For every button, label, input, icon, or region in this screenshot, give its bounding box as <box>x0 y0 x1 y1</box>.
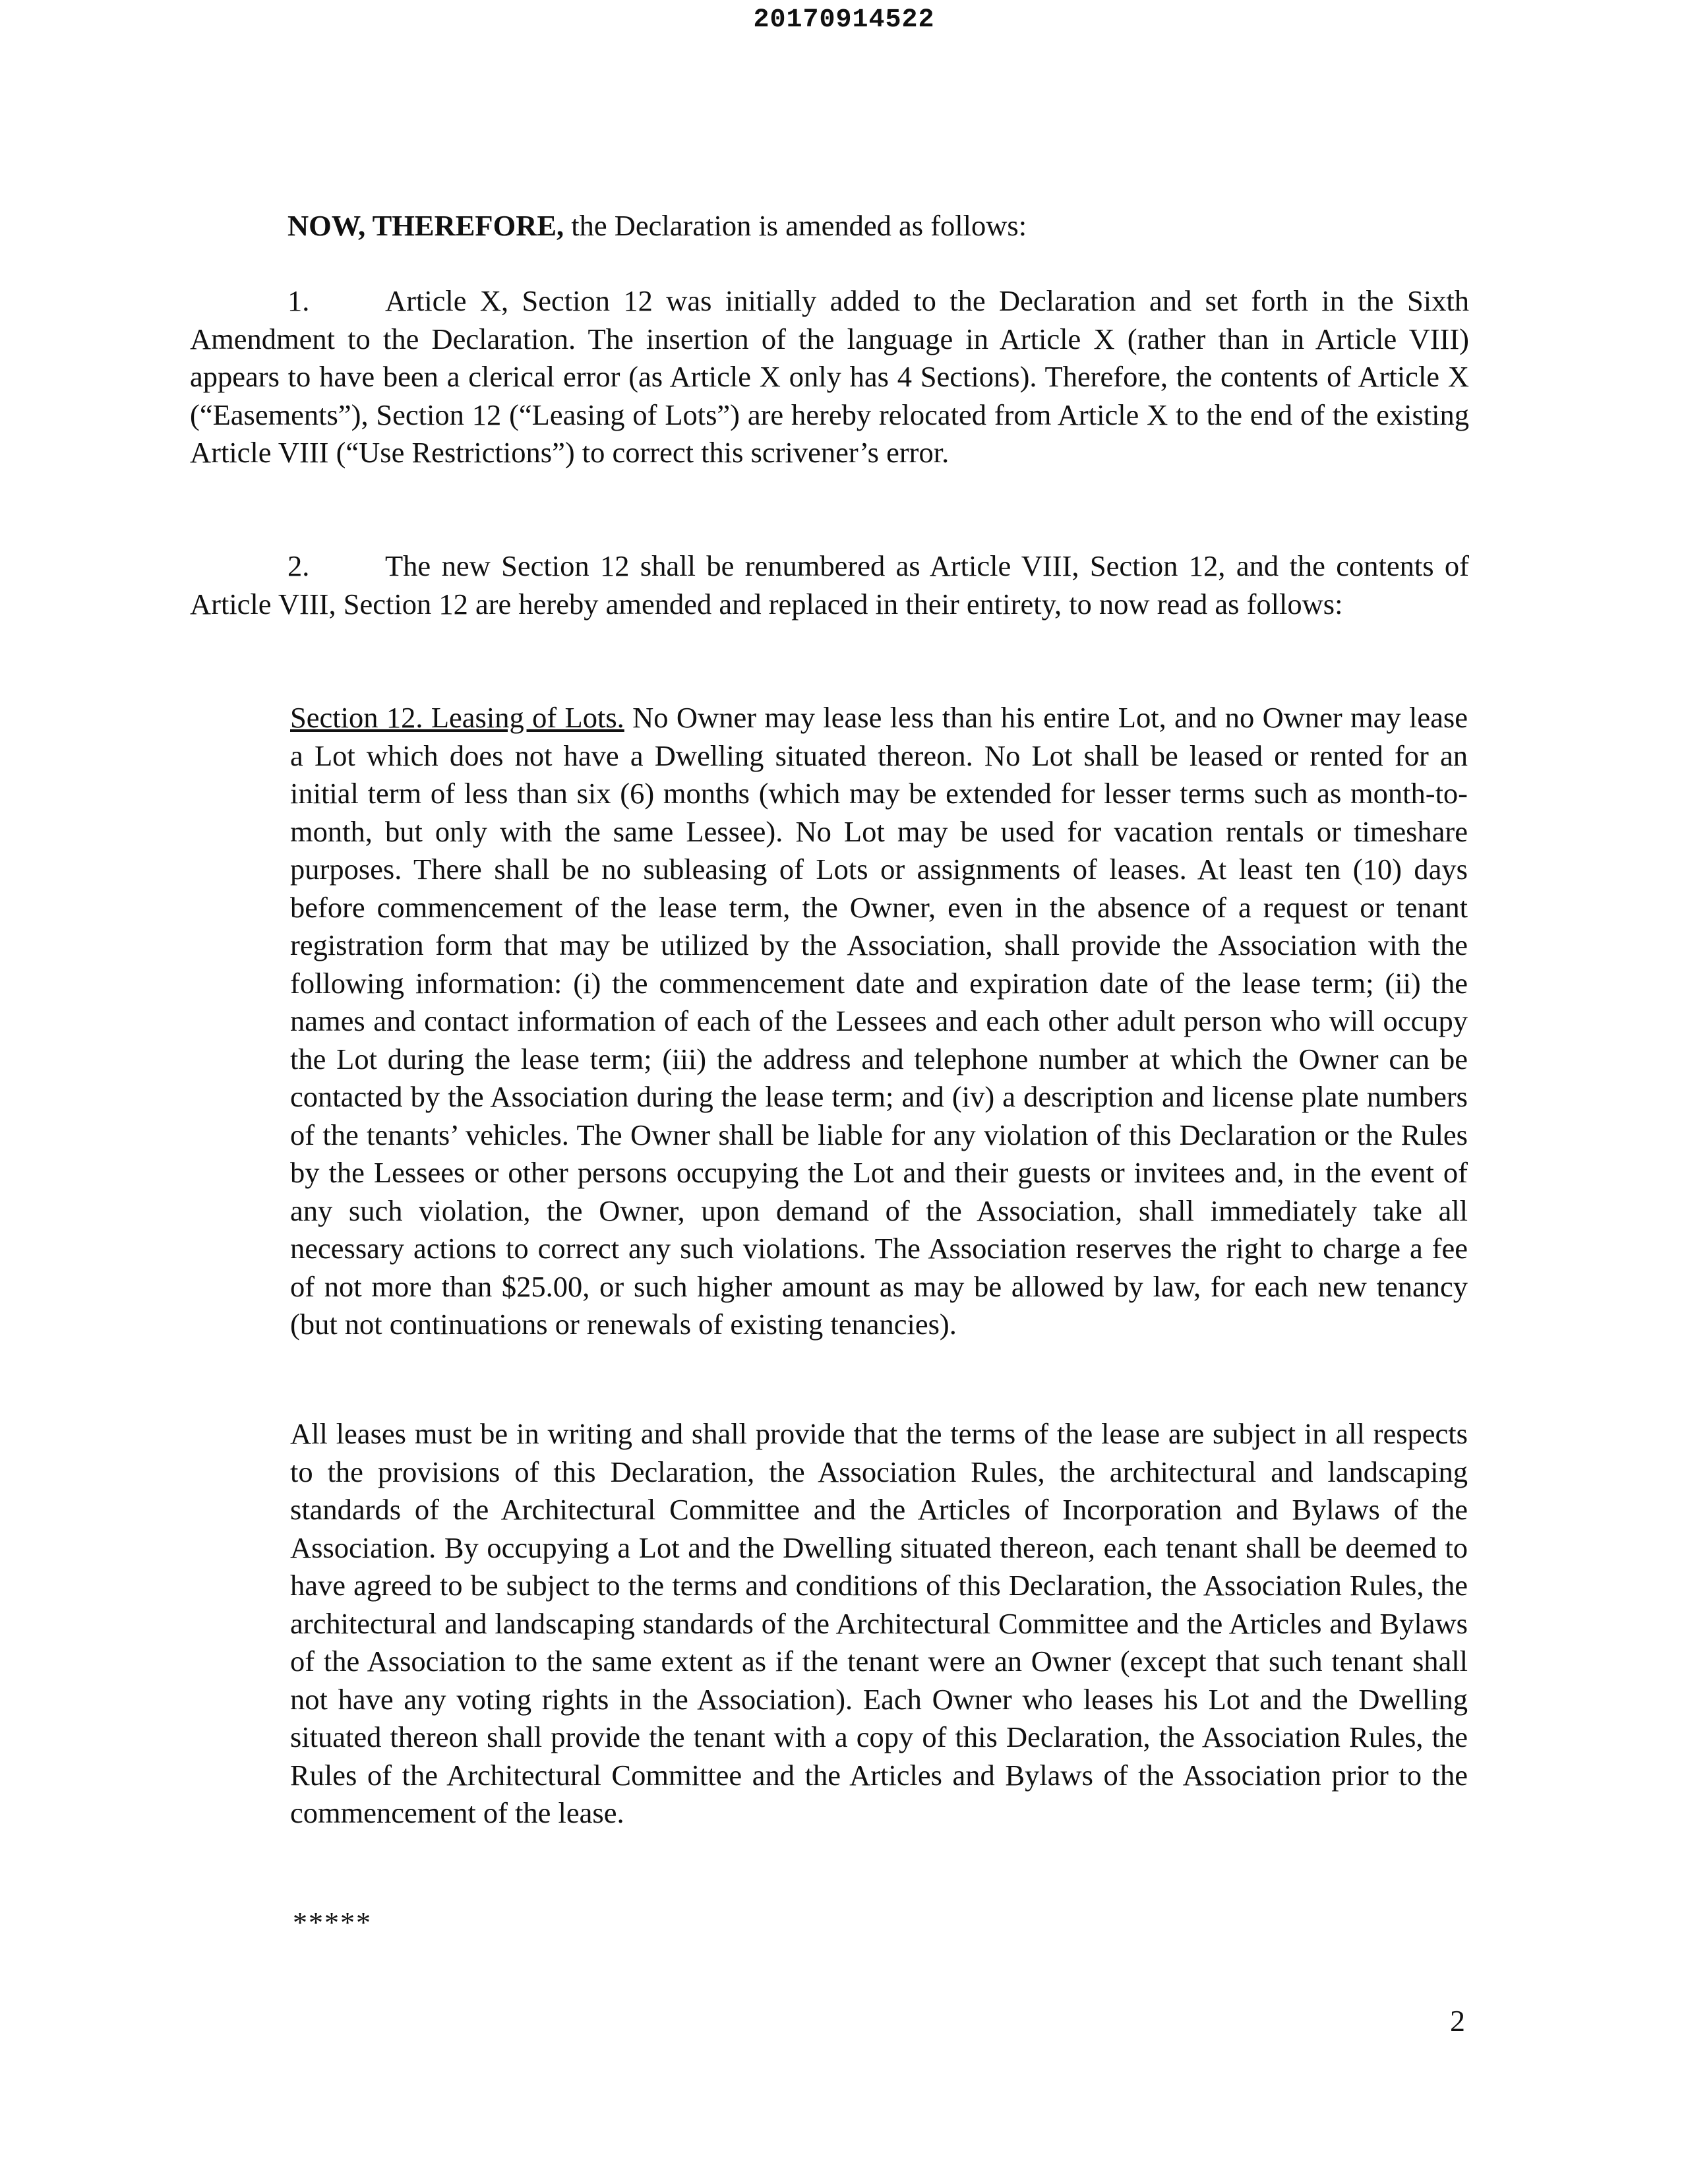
intro-bold-lead: NOW, THEREFORE, <box>287 209 564 242</box>
section-12-paragraph-1 <box>290 699 1468 1344</box>
item-2-text: The new Section 12 shall be renumbered as Article VIII, Section 12, and the contents of Article VIII, Section 12 are hereby amended and replaced in their entirety, to now read as follows: <box>190 549 1469 621</box>
intro-paragraph <box>190 207 1469 245</box>
section-12-heading: Section 12. Leasing of Lots. <box>290 701 624 734</box>
section-12-text-1: No Owner may lease less than his entire Lot, and no Owner may lease a Lot which does not have a Dwelling situated thereon. No Lot shall be leased or rented for an initial term of less than six (6) months (which may be extended for lesser terms such as month-to-month, but only with the same Lessee). No Lot may be used for vacation rentals or timeshare purposes. There shall be no subleasing of Lots or assignments of leases. At least ten (10) days before commencement of the lease term, the Owner, even in the absence of a request or tenant registration form that may be utilized by the Association, shall provide the Association with the following information: (i) the commencement date and expiration date of the lease term; (ii) the names and contact information of each of the Lessees and each other adult person who will occupy the Lot during the lease term; (iii) the address and telephone number at which the Owner can be contacted by the Association during the lease term; and (iv) a description and license plate numbers of the tenants’ vehicles. The Owner shall be liable for any violation of this Declaration or the Rules by the Lessees or other persons occupying the Lot and their guests or invitees and, in the event of any such violation, the Owner, upon demand of the Association, shall immediately take all necessary actions to correct any such violations. The Association reserves the right to charge a fee of not more than $25.00, or such higher amount as may be allowed by law, for each new tenancy (but not continuations or renewals of existing tenancies). <box>290 701 1468 1341</box>
item-2-paragraph <box>190 547 1469 623</box>
document-number: 20170914522 <box>753 5 935 35</box>
item-2-number: 2. <box>287 549 310 582</box>
intro-text: the Declaration is amended as follows: <box>564 209 1027 242</box>
item-1-paragraph <box>190 282 1469 472</box>
separator-stars: ***** <box>293 1906 372 1939</box>
item-1-text: Article X, Section 12 was initially added to the Declaration and set forth in the Sixth Amendment to the Declaration. The insertion of the language in Article X (rather than in Article VIII) appears to have been a clerical error (as Article X only has 4 Sections). Therefore, the contents of Article X (“Easements”), Section 12 (“Leasing of Lots”) are hereby relocated from Article X to the end of the existing Article VIII (“Use Restrictions”) to correct this scrivener’s error. <box>190 284 1469 469</box>
page-number: 2 <box>1450 2004 1465 2038</box>
item-1-number: 1. <box>287 284 310 317</box>
section-12-paragraph-2: All leases must be in writing and shall provide that the terms of the lease are subject in all respects to the provisions of this Declaration, the Association Rules, the architectural and landscaping standards of the Architectural Committee and the Articles of Incorporation and Bylaws of the Association. By occupying a Lot and the Dwelling situated thereon, each tenant shall be deemed to have agreed to be subject to the terms and conditions of this Declaration, the Association Rules, the architectural and landscaping standards of the Architectural Committee and the Articles and Bylaws of the Association to the same extent as if the tenant were an Owner (except that such tenant shall not have any voting rights in the Association). Each Owner who leases his Lot and the Dwelling situated thereon shall provide the tenant with a copy of this Declaration, the Association Rules, the Rules of the Architectural Committee and the Articles and Bylaws of the Association prior to the commencement of the lease. <box>290 1417 1468 1829</box>
